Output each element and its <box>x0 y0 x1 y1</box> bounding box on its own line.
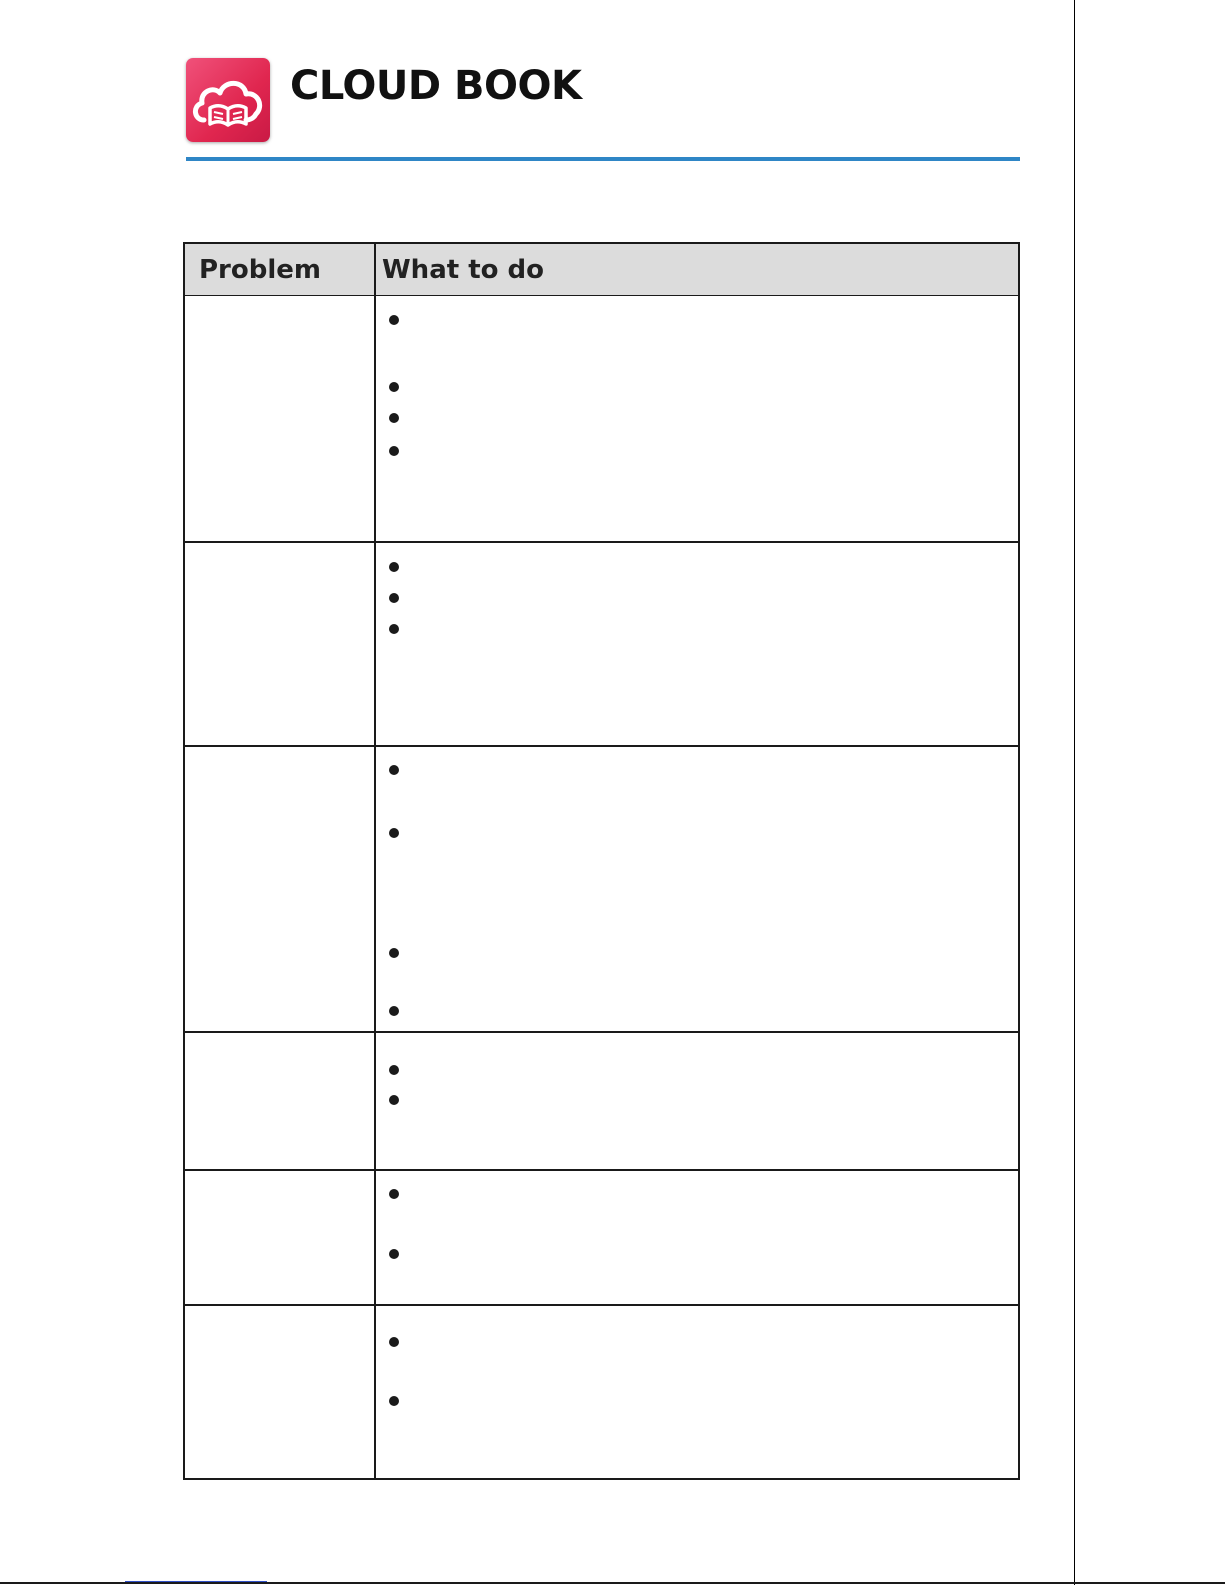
row-divider <box>185 1304 1018 1306</box>
column-divider <box>374 244 376 1478</box>
header-rule <box>186 157 1020 161</box>
footer-rule <box>0 1582 1225 1584</box>
bullet-icon <box>389 593 399 603</box>
bullet-icon <box>389 948 399 958</box>
bullet-icon <box>389 1006 399 1016</box>
column-header-problem: Problem <box>199 255 321 285</box>
bullet-icon <box>389 562 399 572</box>
cloud-book-icon <box>186 58 270 142</box>
bullet-icon <box>389 624 399 634</box>
bullet-icon <box>389 413 399 423</box>
row-divider <box>185 1169 1018 1171</box>
column-header-what-to-do: What to do <box>382 255 545 285</box>
bullet-icon <box>389 1065 399 1075</box>
bullet-icon <box>389 1337 399 1347</box>
bullet-icon <box>389 765 399 775</box>
bullet-icon <box>389 1249 399 1259</box>
row-divider <box>185 541 1018 543</box>
troubleshooting-table <box>183 242 1020 1480</box>
bullet-icon <box>389 1189 399 1199</box>
bullet-icon <box>389 446 399 456</box>
bullet-icon <box>389 382 399 392</box>
bullet-icon <box>389 828 399 838</box>
cloud-book-logo-icon <box>186 58 270 142</box>
row-divider <box>185 745 1018 747</box>
bullet-icon <box>389 315 399 325</box>
page-edge-line <box>1074 0 1075 1585</box>
bullet-icon <box>389 1396 399 1406</box>
row-divider <box>185 1031 1018 1033</box>
bullet-icon <box>389 1095 399 1105</box>
table-header <box>185 244 1018 296</box>
brand-name: CLOUD BOOK <box>290 63 582 109</box>
